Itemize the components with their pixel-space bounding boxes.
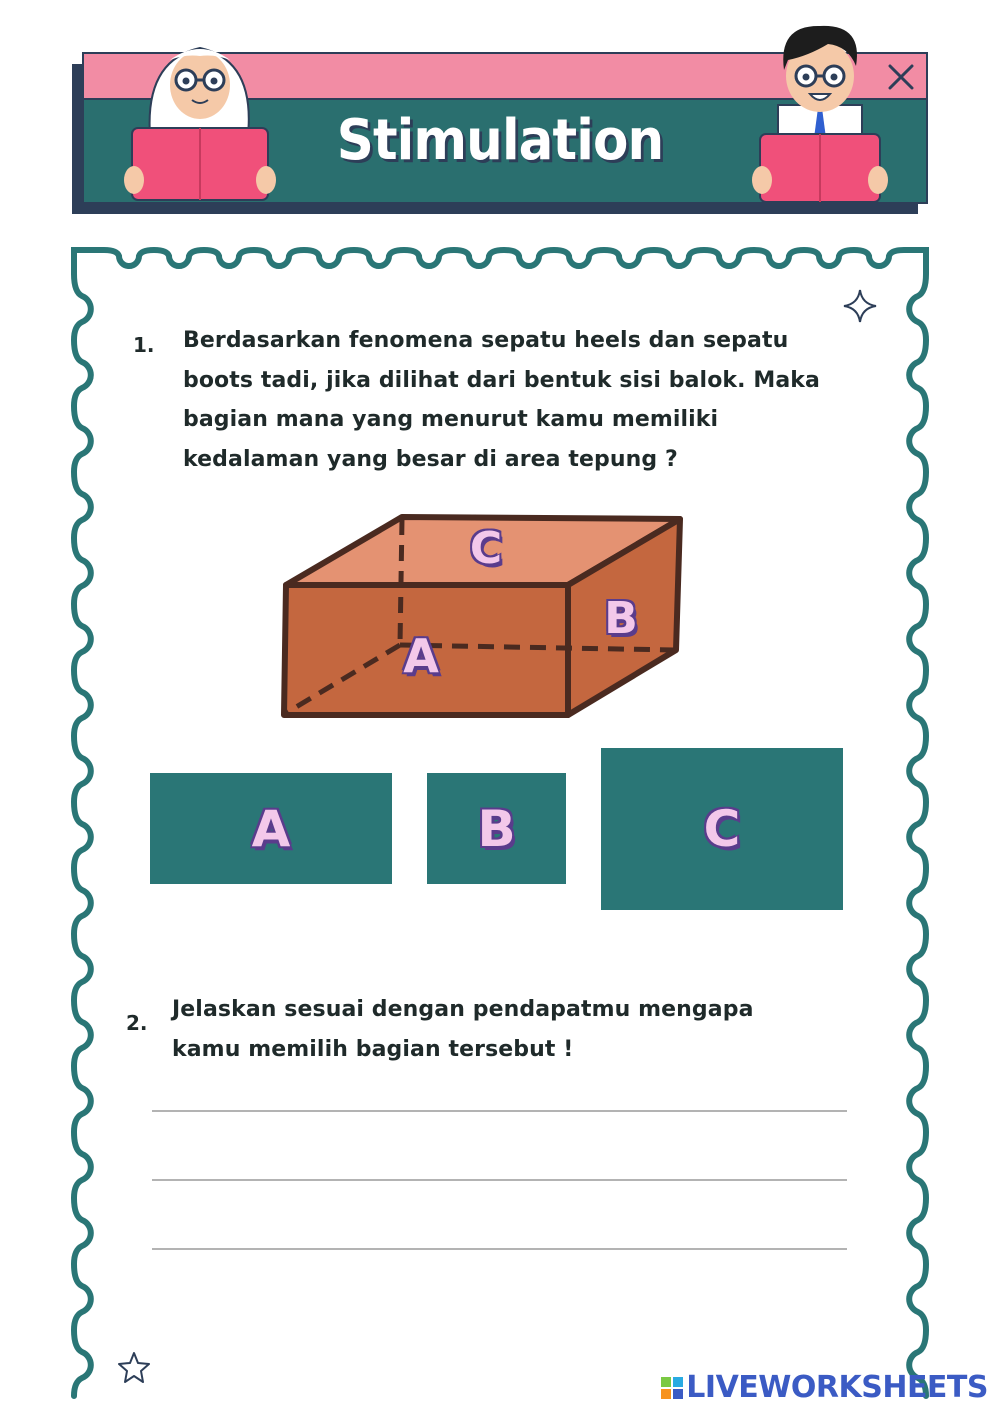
- question-1-text: [183, 321, 820, 479]
- choice-c-button[interactable]: [601, 748, 843, 910]
- question-2-line: Jelaskan sesuai dengan pendapatmu mengapa: [172, 997, 754, 1022]
- question-2-number: 2.: [126, 1011, 148, 1035]
- brand-watermark: [660, 1370, 988, 1405]
- answer-line[interactable]: [152, 1179, 847, 1181]
- brand-name: LIVEWORKSHEETS: [686, 1370, 988, 1405]
- choice-a-label: A: [251, 799, 291, 858]
- brand-logo-icon: [660, 1376, 684, 1400]
- answer-line[interactable]: [152, 1110, 847, 1112]
- choice-b-label: B: [477, 799, 516, 858]
- choice-c-label: C: [703, 800, 741, 858]
- question-2-line: kamu memilih bagian tersebut !: [172, 1036, 574, 1062]
- question-1-line: boots tadi, jika dilihat dari bentuk sisi balok. Maka: [183, 367, 820, 393]
- figure-label-c: C: [469, 522, 503, 574]
- question-2-text: [172, 990, 754, 1069]
- sparkle-icon: [842, 288, 878, 324]
- choice-b-button[interactable]: [427, 773, 566, 884]
- girl-reading-illustration: [120, 40, 280, 205]
- boy-reading-illustration: [748, 20, 893, 205]
- frame-left-edge: [74, 274, 91, 1396]
- star-icon: [116, 1350, 152, 1386]
- question-1-line: bagian mana yang menurut kamu memiliki: [183, 407, 719, 432]
- question-1-number: 1.: [133, 333, 155, 357]
- question-1-line: kedalaman yang besar di area tepung ?: [183, 446, 678, 472]
- answer-line[interactable]: [152, 1248, 847, 1250]
- page-title: Stimulation: [336, 108, 664, 173]
- figure-label-a: A: [403, 629, 439, 683]
- choice-a-button[interactable]: [150, 773, 392, 884]
- figure-label-b: B: [604, 592, 638, 644]
- question-1-line: Berdasarkan fenomena sepatu heels dan sepatu: [183, 328, 789, 353]
